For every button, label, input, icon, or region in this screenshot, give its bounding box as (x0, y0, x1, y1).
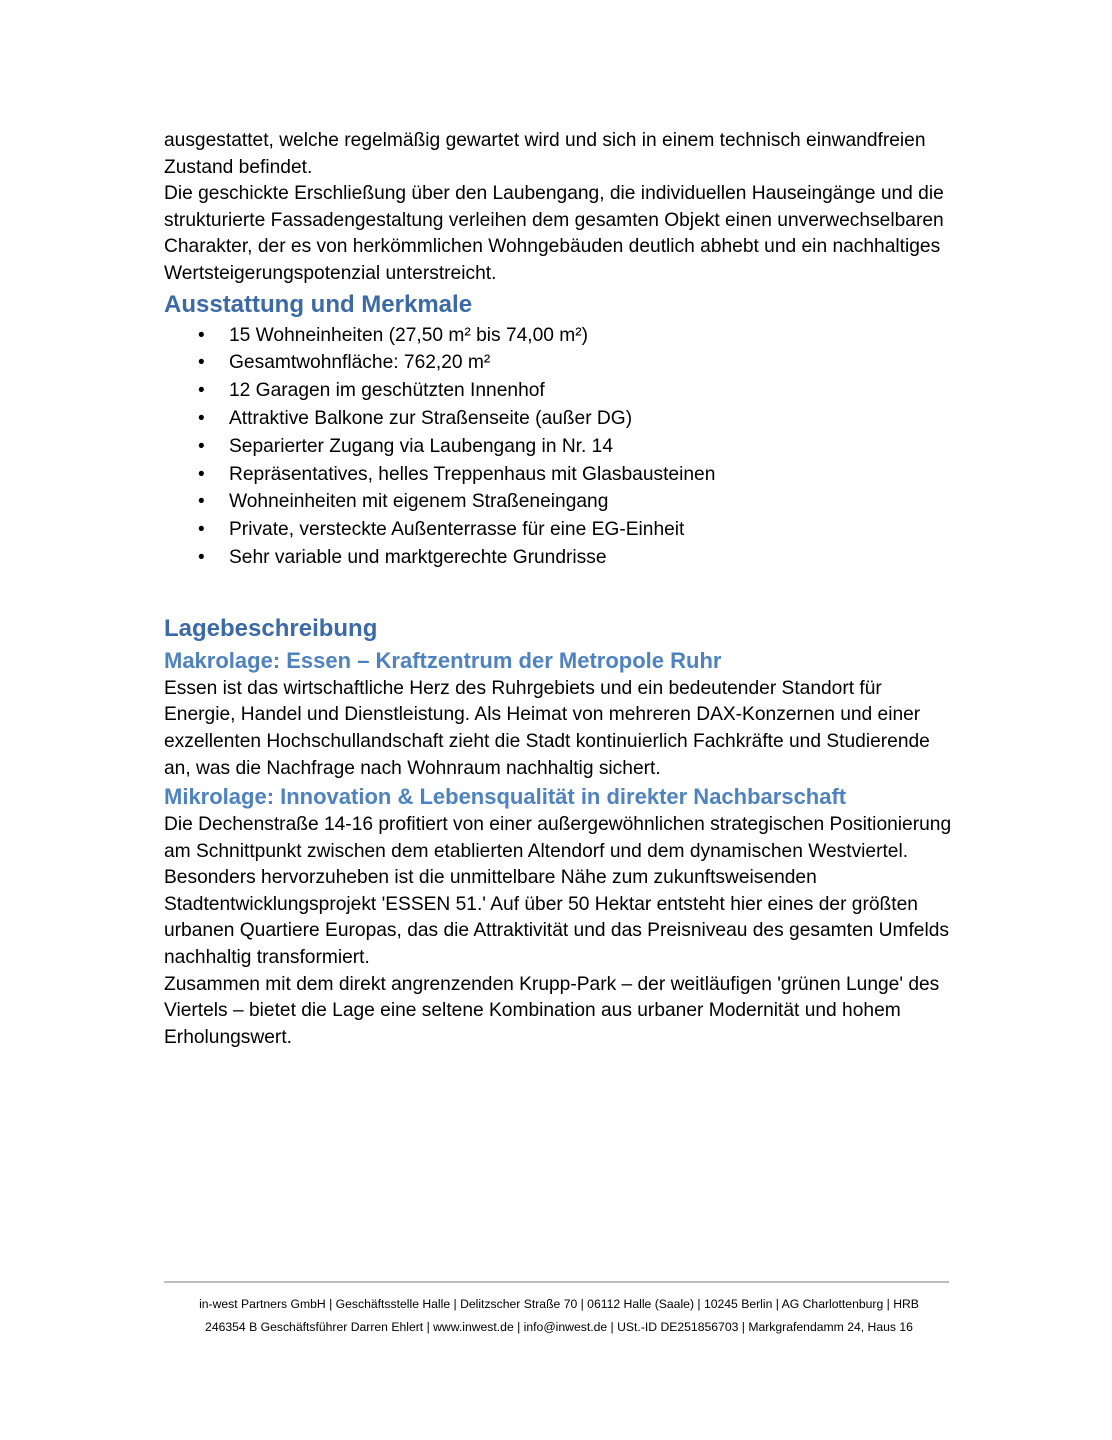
features-list (164, 322, 954, 572)
bullet-icon: • (198, 407, 205, 429)
list-item-text: Wohneinheiten mit eigenem Straßeneingang (229, 491, 609, 513)
bullet-icon: • (198, 463, 205, 485)
list-item (164, 488, 954, 516)
mikro-heading: Mikrolage: Innovation & Lebensqualität in direkter Nachbarschaft (164, 784, 847, 810)
intro-paragraph-1: ausgestattet, welche regelmäßig gewartet wird und sich in einem technisch einwandfreien Zustand befindet. (164, 130, 926, 178)
bullet-icon: • (198, 380, 205, 402)
list-item-text: Repräsentatives, helles Treppenhaus mit Glasbausteinen (229, 463, 716, 485)
bullet-icon: • (198, 546, 205, 568)
page-footer (164, 1293, 954, 1339)
footer-line-2: 246354 B Geschäftsführer Darren Ehlert | www.inwest.de | info@inwest.de | USt.-ID DE251856703 | Markgrafendamm 24, Haus 16 (205, 1320, 913, 1334)
mikro-paragraph-1: Die Dechenstraße 14-16 profitiert von einer außergewöhnlichen strategischen Positionierung am Schnittpunkt zwischen dem etablierten Altendorf und dem dynamischen Westviertel. Besonders hervorzuheben ist die unmittelbare Nähe zum zukunftsweisenden Stadtentwicklungsprojekt 'ESSEN 51.' Auf über 50 Hektar entsteht hier eines der größten urbanen Quartiere Europas, das die Attraktivität und das Preisniveau des gesamten Umfelds nachhaltig transformiert. (164, 814, 952, 969)
makro-paragraph: Essen ist das wirtschaftliche Herz des Ruhrgebiets und ein bedeutender Standort für Energie, Handel und Dienstleistung. Als Heimat von mehreren DAX-Konzernen und einer exzellenten Hochschullandschaft zieht die Stadt kontinuierlich Fachkräfte und Studierende an, was die Nachfrage nach Wohnraum nachhaltig sichert. (164, 677, 930, 779)
location-heading: Lagebeschreibung (164, 614, 378, 642)
footer-divider (164, 1281, 949, 1283)
bullet-icon: • (198, 435, 205, 457)
document-body (164, 128, 954, 1051)
list-item-text: Separierter Zugang via Laubengang in Nr. 14 (229, 435, 614, 457)
list-item-text: Private, versteckte Außenterrasse für eine EG-Einheit (229, 519, 685, 541)
list-item (164, 544, 954, 572)
list-item (164, 377, 954, 405)
list-item (164, 349, 954, 377)
bullet-icon: • (198, 352, 205, 374)
list-item (164, 405, 954, 433)
bullet-icon: • (198, 324, 205, 346)
list-item-text: 12 Garagen im geschützten Innenhof (229, 380, 545, 402)
list-item-text: Sehr variable und marktgerechte Grundrisse (229, 546, 607, 568)
features-heading: Ausstattung und Merkmale (164, 290, 473, 318)
bullet-icon: • (198, 519, 205, 541)
list-item (164, 516, 954, 544)
list-item (164, 461, 954, 489)
list-item (164, 433, 954, 461)
intro-paragraph-2: Die geschickte Erschließung über den Laubengang, die individuellen Hauseingänge und die strukturierte Fassadengestaltung verleihen dem gesamten Objekt einen unverwechselbaren Charakter, der es von herkömmlichen Wohngebäuden deutlich abhebt und ein nachhaltiges Wertsteigerungspotenzial unterstreicht. (164, 183, 944, 284)
footer-line-1: in-west Partners GmbH | Geschäftsstelle Halle | Delitzscher Straße 70 | 06112 Halle (Saale) | 10245 Berlin | AG Charlottenburg | HRB (199, 1297, 919, 1311)
list-item-text: Attraktive Balkone zur Straßenseite (außer DG) (229, 407, 633, 429)
list-item (164, 322, 954, 350)
mikro-paragraph-2: Zusammen mit dem direkt angrenzenden Krupp-Park – der weitläufigen 'grünen Lunge' des Viertels – bietet die Lage eine seltene Kombination aus urbaner Modernität und hohem Erholungswert. (164, 973, 940, 1048)
list-item-text: 15 Wohneinheiten (27,50 m² bis 74,00 m²) (229, 324, 589, 346)
list-item-text: Gesamtwohnfläche: 762,20 m² (229, 352, 491, 374)
makro-heading: Makrolage: Essen – Kraftzentrum der Metropole Ruhr (164, 647, 722, 673)
bullet-icon: • (198, 491, 205, 513)
